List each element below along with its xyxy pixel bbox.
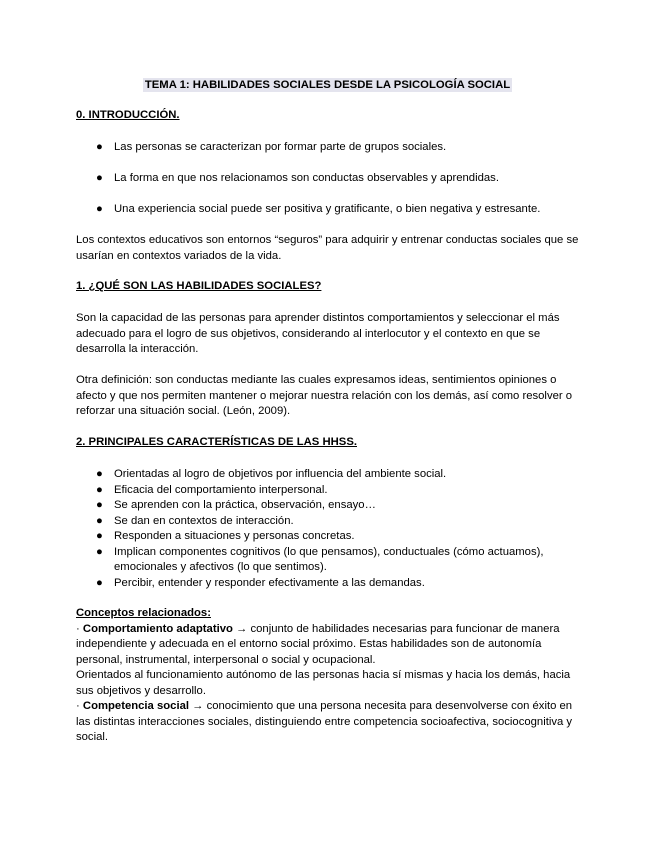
section-heading-habilidades: 1. ¿QUÉ SON LAS HABILIDADES SOCIALES?: [76, 280, 322, 292]
concept-comportamiento-adaptativo: · Comportamiento adaptativo → conjunto de habilidades necesarias para funcionar de manera independiente y adecuada en el entorno social próximo. Estas habilidades son de autonomía personal, instrumental, interpersonal o social y ocupacional.: [76, 622, 560, 666]
concept-competencia-social: · Competencia social → conocimiento que una persona necesita para desenvolverse con éxito en las distintas interacciones sociales, distinguiendo entre competencia socioafectiva, sociocognitiva y social.: [76, 700, 573, 743]
concepts-heading: Conceptos relacionados:: [76, 607, 211, 619]
paragraph-contextos: Los contextos educativos son entornos “seguros” para adquirir y entrenar conductas sociales que se usarían en contextos variados de la vida.: [76, 234, 579, 262]
page-title: TEMA 1: HABILIDADES SOCIALES DESDE LA PSICOLOGÍA SOCIAL: [144, 79, 511, 91]
list-item: ● Eficacia del comportamiento interpersonal.: [96, 483, 586, 499]
list-item: ● Una experiencia social puede ser positiva y gratificante, o bien negativa y estresante.: [96, 202, 586, 218]
list-item: ● Responden a situaciones y personas concretas.: [96, 529, 586, 545]
bullet-icon: ●: [96, 499, 103, 511]
list-item: ● Percibir, entender y responder efectivamente a las demandas.: [96, 576, 586, 592]
bullet-icon: ●: [96, 483, 103, 496]
paragraph-definicion-2: Otra definición: son conductas mediante las cuales expresamos ideas, sentimientos opiniones o afecto y que nos permiten mantener o mejorar nuestra relación con los demás, así como resolver o reforzar una situación social. (León, 2009).: [76, 374, 573, 417]
list-item: ● Se dan en contextos de interacción.: [96, 514, 586, 530]
section-heading-caracteristicas: 2. PRINCIPALES CARACTERÍSTICAS DE LAS HHSS.: [76, 436, 357, 448]
list-item: ● La forma en que nos relacionamos son conductas observables y aprendidas.: [96, 171, 586, 187]
list-item: ● Las personas se caracterizan por formar parte de grupos sociales.: [96, 140, 586, 156]
bullet-icon: ●: [96, 576, 103, 589]
concept-orientados: Orientados al funcionamiento autónomo de las personas hacia sí mismas y hacia los demás, hacia sus objetivos y desarrollo.: [76, 669, 571, 697]
concept-term: Competencia social: [82, 700, 190, 712]
bullet-icon: ●: [96, 468, 103, 480]
bullet-icon: ●: [96, 530, 103, 542]
list-item: ● Se aprenden con la práctica, observación, ensayo…: [96, 498, 586, 514]
bullet-icon: ●: [96, 545, 103, 558]
bullet-icon: ●: [96, 141, 103, 153]
bullet-icon: ●: [96, 203, 103, 215]
concept-term: Comportamiento adaptativo: [82, 622, 233, 635]
section-heading-introduccion: 0. INTRODUCCIÓN.: [76, 109, 180, 121]
paragraph-definicion-1: Son la capacidad de las personas para aprender distintos comportamientos y seleccionar el más adecuado para el logro de sus objetivos, considerando al interlocutor y el contexto en que se desarrolla la interacción.: [76, 312, 560, 355]
bullet-icon: ●: [96, 172, 103, 184]
list-item: ● Orientadas al logro de objetivos por influencia del ambiente social.: [96, 467, 586, 483]
bullet-icon: ●: [96, 514, 103, 527]
list-item: ● Implican componentes cognitivos (lo que pensamos), conductuales (cómo actuamos), emocionales y afectivos (lo que sentimos).: [96, 545, 544, 573]
